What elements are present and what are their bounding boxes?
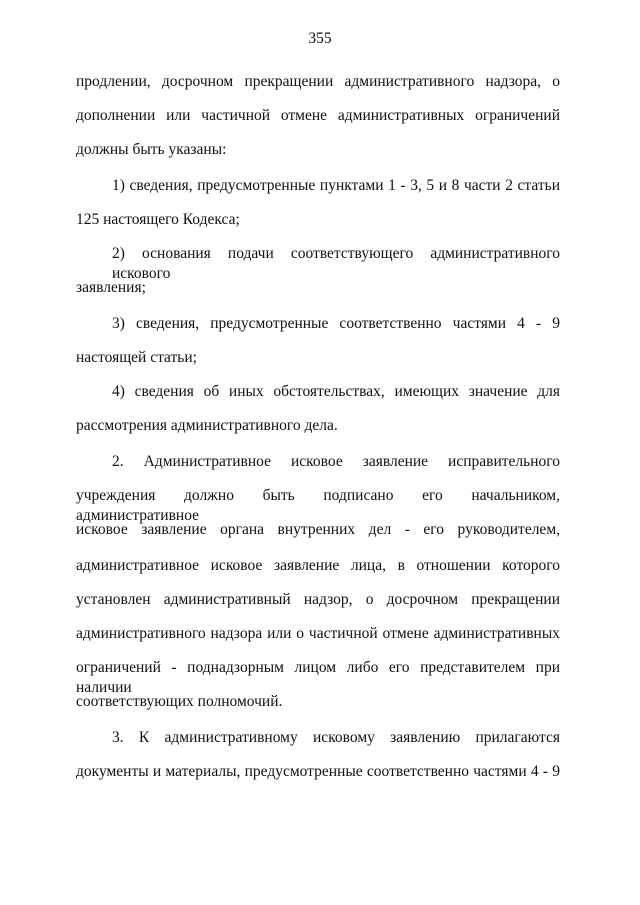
- text-line: исковое заявление органа внутренних дел - его руководителем,: [76, 521, 560, 538]
- text-line: ограничений - поднадзорным лицом либо его представителем при наличии: [76, 659, 560, 696]
- page-number: 355: [308, 30, 332, 47]
- text-line: 3. К административному исковому заявлению прилагаются: [112, 729, 560, 746]
- text-line: рассмотрения административного дела.: [76, 417, 338, 434]
- text-line: должны быть указаны:: [76, 141, 227, 158]
- text-line: 2) основания подачи соответствующего административного искового: [112, 245, 560, 282]
- text-line: учреждения должно быть подписано его начальником, административное: [76, 487, 560, 524]
- text-line: 2. Административное исковое заявление исправительного: [112, 453, 560, 470]
- text-line: 125 настоящего Кодекса;: [76, 211, 240, 228]
- text-line: 1) сведения, предусмотренные пунктами 1 - 3, 5 и 8 части 2 статьи: [112, 177, 560, 194]
- text-line: 3) сведения, предусмотренные соответственно частями 4 - 9: [112, 315, 560, 332]
- text-line: административного надзора или о частичной отмене административных: [76, 625, 560, 642]
- text-line: заявления;: [76, 279, 146, 296]
- text-line: административное исковое заявление лица, в отношении которого: [76, 557, 560, 574]
- text-line: продлении, досрочном прекращении административного надзора, о: [76, 73, 560, 90]
- text-line: настоящей статьи;: [76, 349, 197, 366]
- text-line: документы и материалы, предусмотренные соответственно частями 4 - 9: [76, 763, 560, 780]
- text-line: соответствующих полномочий.: [76, 693, 283, 710]
- text-line: дополнении или частичной отмене административных ограничений: [76, 107, 560, 124]
- text-line: 4) сведения об иных обстоятельствах, имеющих значение для: [112, 383, 560, 400]
- text-line: установлен административный надзор, о досрочном прекращении: [76, 591, 560, 608]
